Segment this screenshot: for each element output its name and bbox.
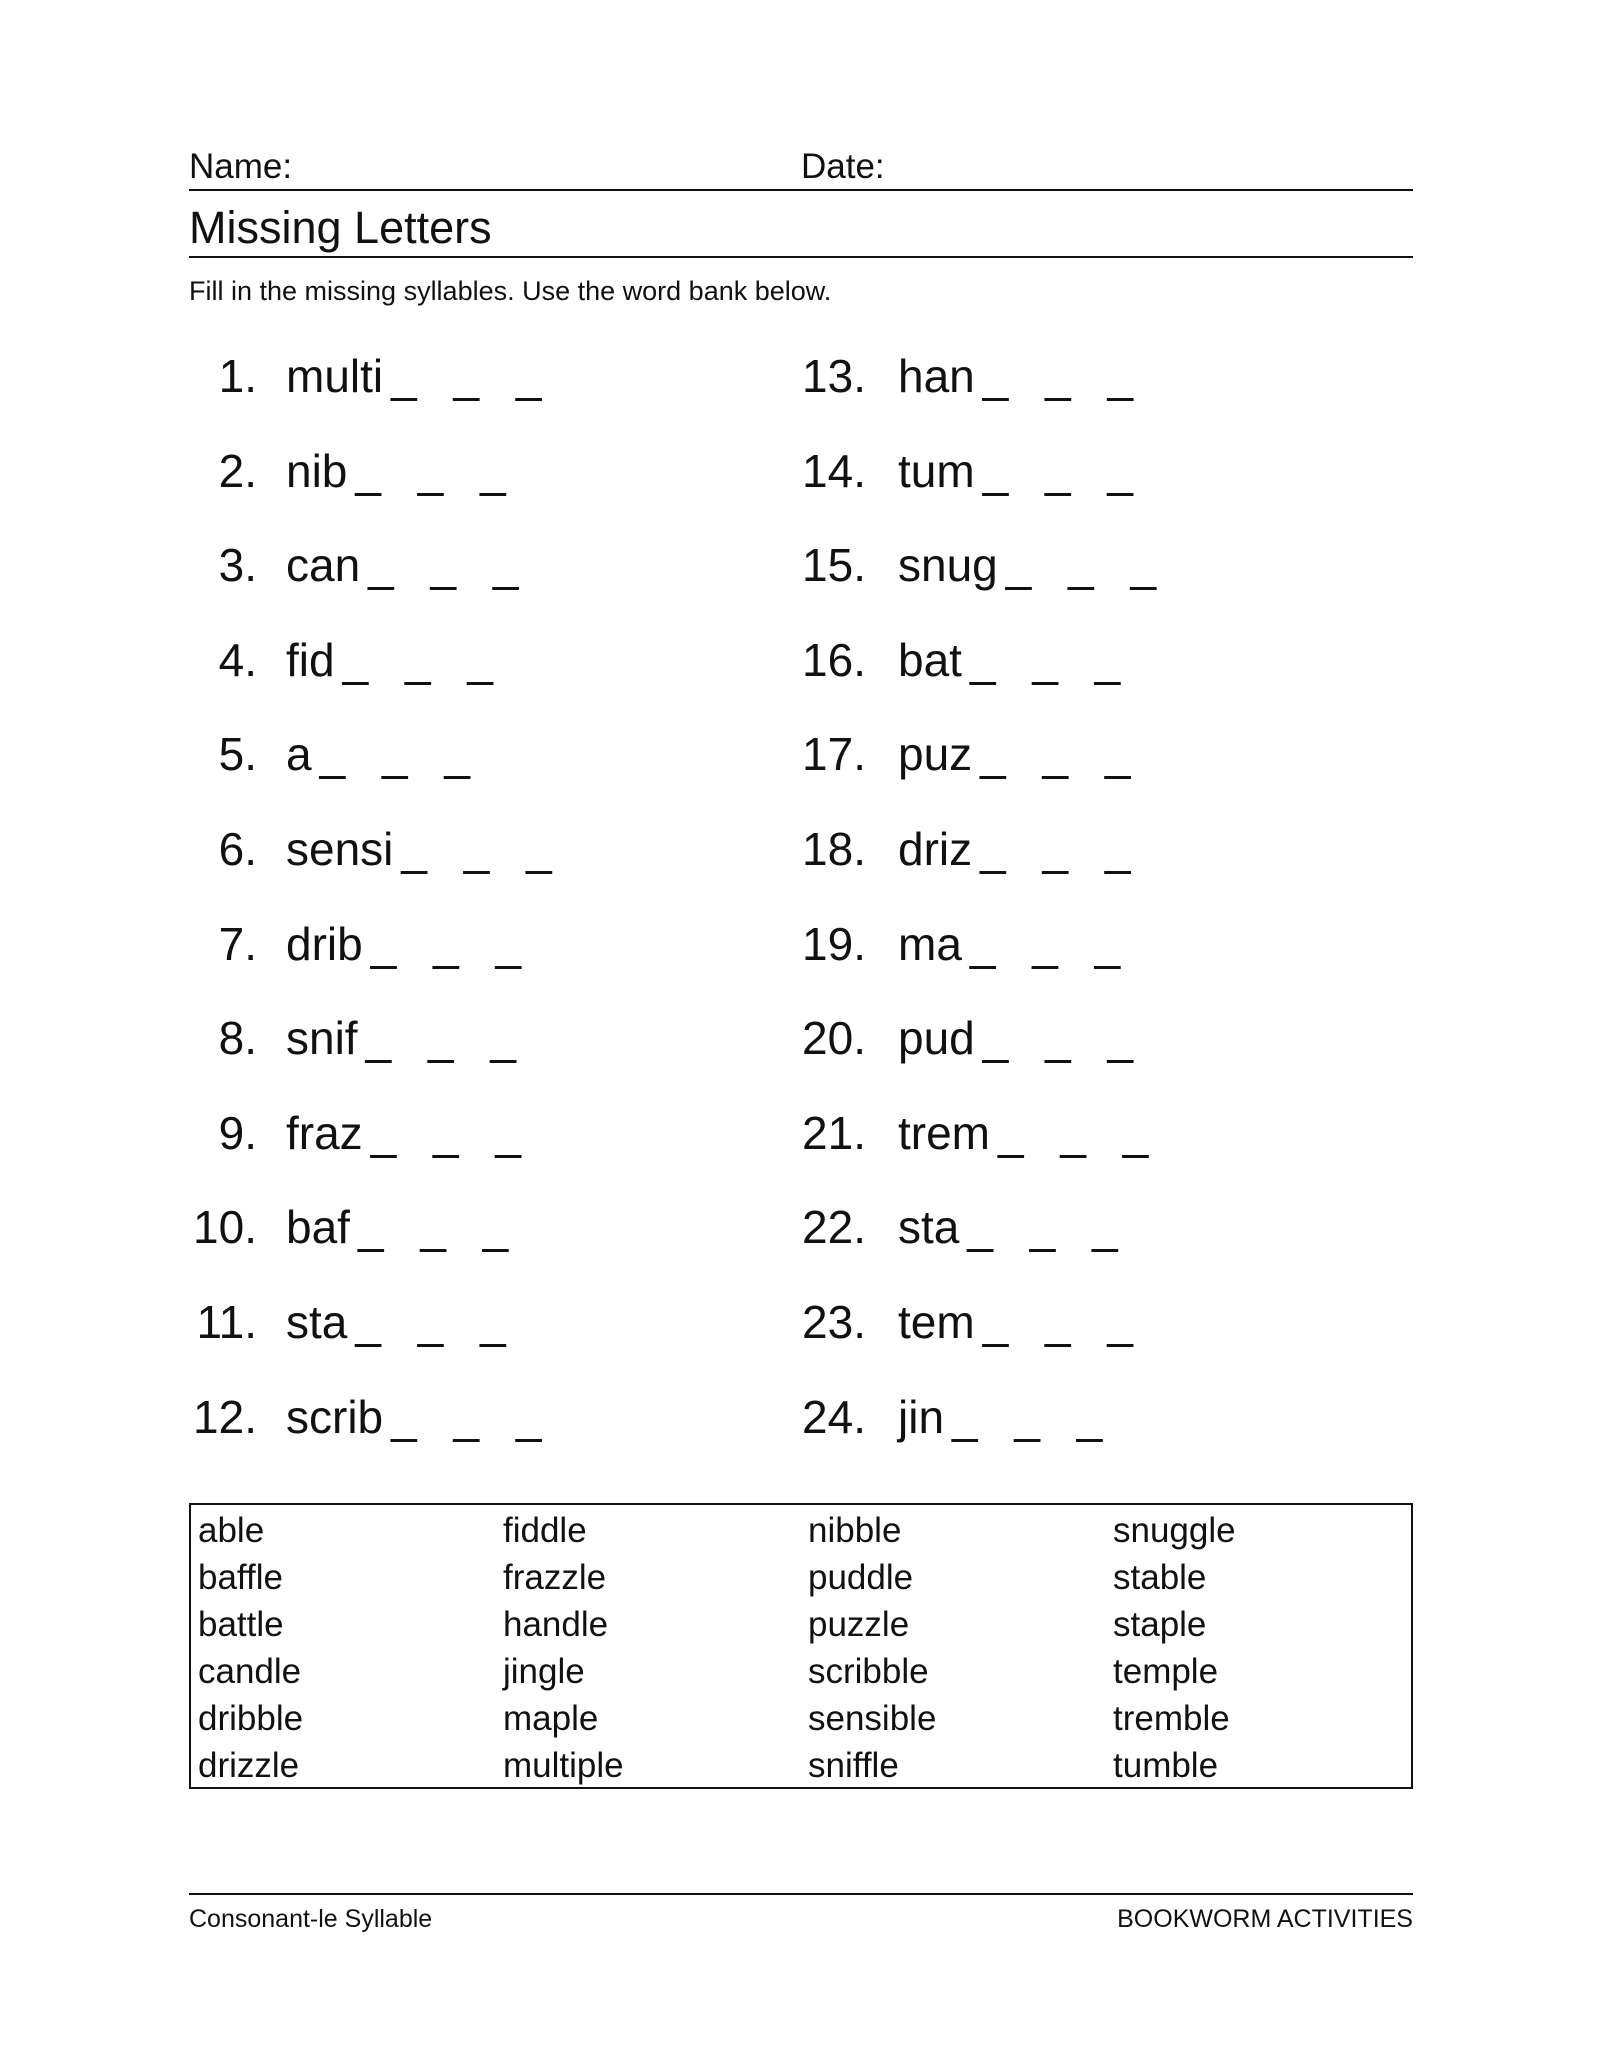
question-stem: snif: [286, 1012, 358, 1065]
answer-blanks[interactable]: _ _ _: [401, 823, 564, 875]
answer-blanks[interactable]: _ _ _: [980, 728, 1143, 781]
word-bank-item: baffle: [198, 1558, 283, 1597]
footer-right: BOOKWORM ACTIVITIES: [1117, 1905, 1413, 1933]
question-number: 3.: [218, 539, 257, 592]
question-item: [189, 1105, 1413, 1161]
question-number: 20.: [802, 1012, 866, 1065]
question-stem: scrib: [286, 1390, 384, 1443]
word-bank-item: handle: [503, 1605, 609, 1644]
question-item: [189, 916, 1413, 972]
question-item: [189, 1389, 1413, 1445]
question-item: [189, 1010, 1413, 1066]
question-number: 5.: [218, 728, 257, 781]
question-number: 1.: [218, 350, 257, 402]
answer-blanks[interactable]: _ _ _: [368, 539, 531, 592]
question-number: 18.: [802, 823, 866, 875]
question-item: [189, 632, 1413, 688]
word-bank-item: multiple: [503, 1746, 624, 1785]
answer-blanks[interactable]: _ _ _: [355, 1296, 518, 1348]
answer-blanks[interactable]: _ _ _: [342, 633, 505, 686]
name-label: Name:: [189, 147, 293, 186]
word-bank-item: temple: [1113, 1652, 1219, 1691]
question-word: [898, 821, 1142, 877]
answer-blanks[interactable]: _ _ _: [370, 917, 534, 970]
word-bank-item: drizzle: [198, 1746, 300, 1785]
question-word: [898, 1105, 1160, 1161]
question-item: [189, 537, 1413, 593]
question-number: 14.: [802, 444, 866, 497]
answer-blanks[interactable]: _ _ _: [982, 444, 1145, 497]
answer-blanks[interactable]: _ _ _: [998, 1106, 1161, 1159]
question-stem: can: [286, 539, 361, 592]
answer-blanks[interactable]: _ _ _: [982, 1012, 1146, 1065]
answer-blanks[interactable]: _ _ _: [969, 917, 1133, 970]
answer-blanks[interactable]: _ _ _: [370, 1106, 533, 1159]
word-bank-item: tremble: [1113, 1699, 1230, 1738]
question-stem: snug: [898, 539, 998, 592]
question-stem: driz: [898, 823, 973, 875]
question-number: 23.: [802, 1296, 866, 1348]
footer-left: Consonant-le Syllable: [189, 1905, 433, 1933]
date-label: Date:: [801, 147, 885, 186]
word-bank-item: battle: [198, 1605, 284, 1644]
question-stem: tem: [898, 1296, 975, 1348]
question-stem: sta: [898, 1201, 960, 1254]
answer-blanks[interactable]: _ _ _: [355, 444, 518, 497]
question-stem: sensi: [286, 823, 394, 875]
answer-blanks[interactable]: _ _ _: [952, 1390, 1115, 1443]
answer-blanks[interactable]: _ _ _: [982, 350, 1146, 402]
question-number: 10.: [193, 1201, 257, 1254]
question-stem: sta: [286, 1296, 348, 1348]
question-item: [189, 1294, 1413, 1350]
answer-blanks[interactable]: _ _ _: [967, 1201, 1130, 1254]
question-number: 11.: [196, 1296, 257, 1348]
question-word: [898, 916, 1132, 972]
name-date-row: [189, 143, 1413, 191]
question-word: [898, 726, 1142, 782]
question-stem: ma: [898, 917, 962, 970]
question-number: 15.: [802, 539, 866, 592]
question-word: [898, 632, 1132, 688]
question-number: 7.: [218, 917, 257, 970]
question-stem: nib: [286, 444, 348, 497]
word-bank-item: puddle: [808, 1558, 914, 1597]
answer-blanks[interactable]: _ _ _: [982, 1296, 1145, 1348]
question-item: [189, 348, 1413, 404]
question-word: [898, 1010, 1145, 1066]
word-bank-item: fiddle: [503, 1511, 587, 1550]
word-bank-item: puzzle: [808, 1605, 910, 1644]
question-stem: baf: [286, 1201, 350, 1254]
question-word: [898, 1294, 1145, 1350]
question-stem: jin: [898, 1390, 945, 1443]
question-item: [189, 443, 1413, 499]
word-bank-item: sniffle: [808, 1746, 899, 1785]
question-word: [898, 1199, 1130, 1255]
question-stem: han: [898, 350, 975, 402]
word-bank-item: sensible: [808, 1699, 937, 1738]
word-bank-item: nibble: [808, 1511, 902, 1550]
word-bank-item: frazzle: [503, 1558, 607, 1597]
question-number: 6.: [218, 823, 257, 875]
question-stem: a: [286, 728, 312, 781]
answer-blanks[interactable]: _ _ _: [319, 728, 482, 781]
question-stem: tum: [898, 444, 975, 497]
word-bank-item: scribble: [808, 1652, 929, 1691]
word-bank-item: stable: [1113, 1558, 1207, 1597]
question-number: 8.: [218, 1012, 257, 1065]
question-number: 13.: [802, 350, 866, 402]
question-stem: drib: [286, 917, 363, 970]
question-number: 17.: [802, 728, 866, 781]
answer-blanks[interactable]: _ _ _: [1005, 539, 1169, 592]
word-bank-item: jingle: [503, 1652, 585, 1691]
question-item: [189, 1199, 1413, 1255]
word-bank-item: staple: [1113, 1605, 1207, 1644]
answer-blanks[interactable]: _ _ _: [980, 823, 1143, 875]
word-bank-item: snuggle: [1113, 1511, 1236, 1550]
footer: [189, 1893, 1413, 1933]
question-item: [189, 726, 1413, 782]
word-bank-item: maple: [503, 1699, 599, 1738]
question-number: 19.: [802, 917, 866, 970]
question-stem: trem: [898, 1106, 990, 1159]
answer-blanks[interactable]: _ _ _: [969, 633, 1133, 686]
question-number: 12.: [193, 1390, 257, 1443]
question-stem: pud: [898, 1012, 975, 1065]
word-bank-item: tumble: [1113, 1746, 1219, 1785]
answer-blanks[interactable]: _ _ _: [365, 1012, 528, 1065]
question-stem: fid: [286, 633, 335, 686]
word-bank-item: candle: [198, 1652, 302, 1691]
question-stem: fraz: [286, 1106, 363, 1159]
answer-blanks[interactable]: _ _ _: [391, 350, 554, 402]
question-word: [898, 537, 1168, 593]
question-number: 9.: [218, 1106, 257, 1159]
word-bank: [189, 1503, 1413, 1789]
question-stem: bat: [898, 633, 962, 686]
instructions: Fill in the missing syllables. Use the word bank below.: [189, 276, 832, 306]
worksheet: [189, 0, 1413, 2071]
question-item: [189, 821, 1413, 877]
question-number: 22.: [802, 1201, 866, 1254]
question-number: 4.: [218, 633, 257, 686]
question-number: 2.: [218, 444, 257, 497]
question-number: 24.: [802, 1390, 866, 1443]
question-word: [898, 443, 1145, 499]
question-number: 21.: [802, 1106, 866, 1159]
word-bank-item: able: [198, 1511, 265, 1550]
answer-blanks[interactable]: _ _ _: [357, 1201, 521, 1254]
question-word: [898, 348, 1145, 404]
question-stem: puz: [898, 728, 973, 781]
question-word: [898, 1389, 1114, 1445]
answer-blanks[interactable]: _ _ _: [391, 1390, 554, 1443]
page-title: Missing Letters: [189, 200, 1413, 258]
word-bank-item: dribble: [198, 1699, 304, 1738]
question-number: 16.: [802, 633, 866, 686]
question-stem: multi: [286, 350, 384, 402]
